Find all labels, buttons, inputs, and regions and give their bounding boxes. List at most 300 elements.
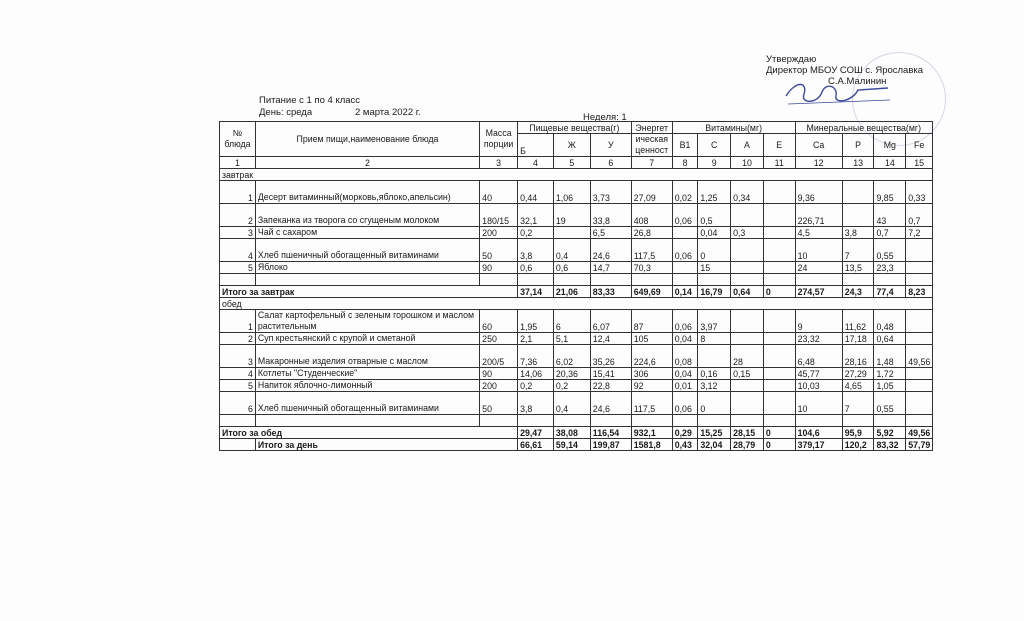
value-ca: 9,36 xyxy=(795,181,842,204)
row-number: 2 xyxy=(220,204,256,227)
value-c: 0,16 xyxy=(698,368,731,380)
dish-mass: 40 xyxy=(480,181,518,204)
blank-row xyxy=(220,415,933,427)
value-fe xyxy=(906,262,933,274)
total-b1: 0,14 xyxy=(672,286,698,298)
value-ca: 4,5 xyxy=(795,227,842,239)
value-u: 24,6 xyxy=(590,239,631,262)
dish-name: Хлеб пшеничный обогащенный витаминами xyxy=(255,239,479,262)
index-cell: 7 xyxy=(631,157,672,169)
value-b: 0,44 xyxy=(518,181,554,204)
value-b1: 0,06 xyxy=(672,310,698,333)
col-mass: Масса порции xyxy=(480,122,518,157)
value-e xyxy=(763,262,795,274)
blank-row xyxy=(220,274,933,286)
dish-mass: 50 xyxy=(480,392,518,415)
total-label: Итого за завтрак xyxy=(220,286,518,298)
value-zh: 0,4 xyxy=(553,239,590,262)
value-b: 32,1 xyxy=(518,204,554,227)
value-a: 0,15 xyxy=(731,368,764,380)
value-en: 408 xyxy=(631,204,672,227)
value-u: 35,26 xyxy=(590,345,631,368)
value-zh: 5,1 xyxy=(553,333,590,345)
index-cell: 4 xyxy=(518,157,554,169)
table-row xyxy=(220,204,933,227)
blank-cell xyxy=(553,415,590,427)
day-total-c: 32,04 xyxy=(698,439,731,451)
table-row xyxy=(220,333,933,345)
total-u: 83,33 xyxy=(590,286,631,298)
dish-mass: 90 xyxy=(480,262,518,274)
value-u: 24,6 xyxy=(590,392,631,415)
value-p xyxy=(842,204,874,227)
blank-cell xyxy=(731,415,764,427)
value-c: 3,97 xyxy=(698,310,731,333)
value-fe: 7,2 xyxy=(906,227,933,239)
total-fe: 8,23 xyxy=(906,286,933,298)
value-b1: 0,02 xyxy=(672,181,698,204)
value-u: 6,07 xyxy=(590,310,631,333)
total-mg: 5,92 xyxy=(874,427,906,439)
table-row xyxy=(220,310,933,333)
section-label: обед xyxy=(220,298,933,310)
total-fe: 49,56 xyxy=(906,427,933,439)
col-p: Р xyxy=(842,134,874,157)
value-zh: 19 xyxy=(553,204,590,227)
table-row xyxy=(220,227,933,239)
dish-name: Яблоко xyxy=(255,262,479,274)
total-b: 37,14 xyxy=(518,286,554,298)
table-row xyxy=(220,345,933,368)
value-a xyxy=(731,392,764,415)
table-header xyxy=(220,122,933,169)
table-body xyxy=(220,169,933,451)
value-b: 0,2 xyxy=(518,380,554,392)
value-zh: 0,6 xyxy=(553,262,590,274)
blank-cell xyxy=(590,274,631,286)
total-row xyxy=(220,427,933,439)
value-e xyxy=(763,239,795,262)
row-number: 2 xyxy=(220,333,256,345)
day-total-e: 0 xyxy=(763,439,795,451)
dish-name: Хлеб пшеничный обогащенный витаминами xyxy=(255,392,479,415)
value-c: 15 xyxy=(698,262,731,274)
blank-cell xyxy=(255,274,479,286)
value-zh xyxy=(553,227,590,239)
dish-mass: 200 xyxy=(480,227,518,239)
index-cell: 13 xyxy=(842,157,874,169)
total-en: 649,69 xyxy=(631,286,672,298)
value-zh: 20,36 xyxy=(553,368,590,380)
value-b1: 0,06 xyxy=(672,204,698,227)
value-en: 26,8 xyxy=(631,227,672,239)
day-total-mg: 83,32 xyxy=(874,439,906,451)
col-minerals: Минеральные вещества(мг) xyxy=(795,122,932,134)
blank-cell xyxy=(590,415,631,427)
row-number: 3 xyxy=(220,345,256,368)
blank-cell xyxy=(220,439,256,451)
value-c: 3,12 xyxy=(698,380,731,392)
value-c: 8 xyxy=(698,333,731,345)
value-zh: 6,02 xyxy=(553,345,590,368)
day-label: День: среда xyxy=(259,107,313,118)
value-zh: 0,2 xyxy=(553,380,590,392)
index-cell: 1 xyxy=(220,157,256,169)
value-e xyxy=(763,204,795,227)
value-ca: 6,48 xyxy=(795,345,842,368)
value-a: 28 xyxy=(731,345,764,368)
index-row xyxy=(220,157,933,169)
dish-mass: 200 xyxy=(480,380,518,392)
value-a xyxy=(731,380,764,392)
day-total-label: Итого за день xyxy=(255,439,517,451)
col-vitamins: Витамины(мг) xyxy=(672,122,795,134)
value-b1: 0,04 xyxy=(672,333,698,345)
value-ca: 23,32 xyxy=(795,333,842,345)
value-ca: 10 xyxy=(795,239,842,262)
value-mg: 23,3 xyxy=(874,262,906,274)
blank-cell xyxy=(672,415,698,427)
total-p: 95,9 xyxy=(842,427,874,439)
menu-title: Питание с 1 по 4 класс xyxy=(259,95,361,106)
value-mg: 1,48 xyxy=(874,345,906,368)
value-e xyxy=(763,368,795,380)
value-fe xyxy=(906,310,933,333)
day-total-b1: 0,43 xyxy=(672,439,698,451)
value-fe: 49,56 xyxy=(906,345,933,368)
index-cell: 10 xyxy=(731,157,764,169)
value-zh: 1,06 xyxy=(553,181,590,204)
value-u: 12,4 xyxy=(590,333,631,345)
total-ca: 104,6 xyxy=(795,427,842,439)
total-c: 15,25 xyxy=(698,427,731,439)
value-b: 1,95 xyxy=(518,310,554,333)
blank-cell xyxy=(874,274,906,286)
value-fe: 0,7 xyxy=(906,204,933,227)
total-en: 932,1 xyxy=(631,427,672,439)
row-number: 3 xyxy=(220,227,256,239)
value-en: 105 xyxy=(631,333,672,345)
dish-name: Салат картофельный с зеленым горошком и маслом растительным xyxy=(255,310,479,333)
date-label: 2 марта 2022 г. xyxy=(355,107,421,118)
value-b1 xyxy=(672,262,698,274)
value-c: 1,25 xyxy=(698,181,731,204)
row-number: 4 xyxy=(220,368,256,380)
col-b1: В1 xyxy=(672,134,698,157)
value-p: 17,18 xyxy=(842,333,874,345)
col-nutrients: Пищевые вещества(г) xyxy=(518,122,632,134)
index-cell: 11 xyxy=(763,157,795,169)
value-zh: 0,4 xyxy=(553,392,590,415)
value-a xyxy=(731,239,764,262)
blank-cell xyxy=(906,274,933,286)
blank-cell xyxy=(698,274,731,286)
index-cell: 2 xyxy=(255,157,479,169)
value-u: 3,73 xyxy=(590,181,631,204)
approval-line-2: Директор МБОУ СОШ с. Ярославка xyxy=(766,65,924,76)
value-a: 0,3 xyxy=(731,227,764,239)
day-total-u: 199,87 xyxy=(590,439,631,451)
value-fe xyxy=(906,392,933,415)
day-total-b: 66,61 xyxy=(518,439,554,451)
index-cell: 8 xyxy=(672,157,698,169)
value-b: 3,8 xyxy=(518,239,554,262)
value-mg: 9,85 xyxy=(874,181,906,204)
value-en: 306 xyxy=(631,368,672,380)
approval-line-3: С.А.Малинин xyxy=(828,76,887,87)
value-e xyxy=(763,345,795,368)
table-row xyxy=(220,368,933,380)
blank-cell xyxy=(553,274,590,286)
value-b1: 0,08 xyxy=(672,345,698,368)
col-e: Е xyxy=(763,134,795,157)
total-a: 28,15 xyxy=(731,427,764,439)
value-e xyxy=(763,333,795,345)
value-p: 4,65 xyxy=(842,380,874,392)
row-number: 5 xyxy=(220,262,256,274)
section-row xyxy=(220,298,933,310)
blank-cell xyxy=(518,415,554,427)
total-u: 116,54 xyxy=(590,427,631,439)
value-mg: 0,48 xyxy=(874,310,906,333)
total-e: 0 xyxy=(763,286,795,298)
day-total-en: 1581,8 xyxy=(631,439,672,451)
value-mg: 0,55 xyxy=(874,392,906,415)
blank-cell xyxy=(874,415,906,427)
value-fe xyxy=(906,368,933,380)
value-zh: 6 xyxy=(553,310,590,333)
value-c: 0 xyxy=(698,392,731,415)
col-name: Прием пищи,наименование блюда xyxy=(255,122,479,157)
table-row xyxy=(220,380,933,392)
value-b1: 0,06 xyxy=(672,392,698,415)
blank-cell xyxy=(255,415,479,427)
total-c: 16,79 xyxy=(698,286,731,298)
blank-cell xyxy=(906,415,933,427)
value-e xyxy=(763,227,795,239)
approval-line-1: Утверждаю xyxy=(766,54,817,65)
value-en: 92 xyxy=(631,380,672,392)
value-mg: 43 xyxy=(874,204,906,227)
dish-name: Чай с сахаром xyxy=(255,227,479,239)
table-row xyxy=(220,392,933,415)
value-ca: 45,77 xyxy=(795,368,842,380)
value-a: 0,34 xyxy=(731,181,764,204)
value-fe xyxy=(906,380,933,392)
value-a xyxy=(731,262,764,274)
total-label: Итого за обед xyxy=(220,427,518,439)
value-p: 27,29 xyxy=(842,368,874,380)
blank-cell xyxy=(220,415,256,427)
total-row xyxy=(220,286,933,298)
value-mg: 0,64 xyxy=(874,333,906,345)
day-total-zh: 59,14 xyxy=(553,439,590,451)
total-b: 29,47 xyxy=(518,427,554,439)
value-ca: 10,03 xyxy=(795,380,842,392)
row-number: 1 xyxy=(220,310,256,333)
value-b1 xyxy=(672,227,698,239)
value-b: 0,2 xyxy=(518,227,554,239)
value-a xyxy=(731,204,764,227)
value-ca: 9 xyxy=(795,310,842,333)
day-total-a: 28,79 xyxy=(731,439,764,451)
total-zh: 21,06 xyxy=(553,286,590,298)
value-e xyxy=(763,392,795,415)
value-e xyxy=(763,310,795,333)
day-total-ca: 379,17 xyxy=(795,439,842,451)
value-b: 0,6 xyxy=(518,262,554,274)
signature-mark xyxy=(778,74,898,114)
total-zh: 38,08 xyxy=(553,427,590,439)
row-number: 1 xyxy=(220,181,256,204)
week-label: Неделя: 1 xyxy=(583,112,627,123)
blank-cell xyxy=(480,415,518,427)
col-energy-bottom: ическая ценност xyxy=(631,134,672,157)
col-u: У xyxy=(590,134,631,157)
value-en: 117,5 xyxy=(631,392,672,415)
menu-table xyxy=(219,121,933,451)
value-u: 6,5 xyxy=(590,227,631,239)
blank-cell xyxy=(842,274,874,286)
value-b1: 0,06 xyxy=(672,239,698,262)
blank-cell xyxy=(698,415,731,427)
dish-name: Напиток яблочно-лимонный xyxy=(255,380,479,392)
value-p: 13,5 xyxy=(842,262,874,274)
index-cell: 6 xyxy=(590,157,631,169)
blank-cell xyxy=(220,274,256,286)
dish-mass: 90 xyxy=(480,368,518,380)
total-b1: 0,29 xyxy=(672,427,698,439)
value-ca: 226,71 xyxy=(795,204,842,227)
blank-cell xyxy=(631,415,672,427)
value-b: 3,8 xyxy=(518,392,554,415)
value-mg: 0,7 xyxy=(874,227,906,239)
blank-cell xyxy=(795,415,842,427)
value-p: 28,16 xyxy=(842,345,874,368)
dish-mass: 180/15 xyxy=(480,204,518,227)
blank-cell xyxy=(631,274,672,286)
value-fe: 0,33 xyxy=(906,181,933,204)
table-row xyxy=(220,239,933,262)
value-b: 2,1 xyxy=(518,333,554,345)
value-fe xyxy=(906,239,933,262)
blank-cell xyxy=(480,274,518,286)
blank-cell xyxy=(763,415,795,427)
blank-cell xyxy=(842,415,874,427)
blank-cell xyxy=(672,274,698,286)
row-number: 5 xyxy=(220,380,256,392)
index-cell: 5 xyxy=(553,157,590,169)
index-cell: 15 xyxy=(906,157,933,169)
col-zh: Ж xyxy=(553,134,590,157)
value-u: 15,41 xyxy=(590,368,631,380)
value-c: 0 xyxy=(698,239,731,262)
value-c xyxy=(698,345,731,368)
col-num: № блюда xyxy=(220,122,256,157)
value-b1: 0,01 xyxy=(672,380,698,392)
col-a: А xyxy=(731,134,764,157)
blank-cell xyxy=(763,274,795,286)
index-cell: 3 xyxy=(480,157,518,169)
col-c: С xyxy=(698,134,731,157)
value-p xyxy=(842,181,874,204)
index-cell: 12 xyxy=(795,157,842,169)
dish-mass: 60 xyxy=(480,310,518,333)
value-e xyxy=(763,181,795,204)
value-a xyxy=(731,310,764,333)
dish-name: Десерт витаминный(морковь,яблоко,апельсин) xyxy=(255,181,479,204)
value-c: 0,04 xyxy=(698,227,731,239)
col-b: Б xyxy=(518,134,554,157)
col-energy-top: Энергет xyxy=(631,122,672,134)
dish-name: Котлеты "Студенческие" xyxy=(255,368,479,380)
value-u: 22,8 xyxy=(590,380,631,392)
value-p: 7 xyxy=(842,392,874,415)
value-b: 14,06 xyxy=(518,368,554,380)
day-total-fe: 57,79 xyxy=(906,439,933,451)
dish-mass: 50 xyxy=(480,239,518,262)
section-row xyxy=(220,169,933,181)
index-cell: 14 xyxy=(874,157,906,169)
value-b1: 0,04 xyxy=(672,368,698,380)
table-row xyxy=(220,262,933,274)
value-a xyxy=(731,333,764,345)
value-en: 70,3 xyxy=(631,262,672,274)
total-p: 24,3 xyxy=(842,286,874,298)
dish-name: Суп крестьянский с крупой и сметаной xyxy=(255,333,479,345)
value-en: 224,6 xyxy=(631,345,672,368)
value-ca: 24 xyxy=(795,262,842,274)
dish-mass: 250 xyxy=(480,333,518,345)
value-en: 87 xyxy=(631,310,672,333)
value-p: 3,8 xyxy=(842,227,874,239)
table-row xyxy=(220,181,933,204)
value-c: 0,5 xyxy=(698,204,731,227)
section-label: завтрак xyxy=(220,169,933,181)
blank-cell xyxy=(731,274,764,286)
day-total-p: 120,2 xyxy=(842,439,874,451)
value-ca: 10 xyxy=(795,392,842,415)
value-fe xyxy=(906,333,933,345)
value-p: 7 xyxy=(842,239,874,262)
value-u: 33,8 xyxy=(590,204,631,227)
value-e xyxy=(763,380,795,392)
row-number: 4 xyxy=(220,239,256,262)
value-en: 27,09 xyxy=(631,181,672,204)
total-ca: 274,57 xyxy=(795,286,842,298)
col-mg: Mg xyxy=(874,134,906,157)
value-p: 11,62 xyxy=(842,310,874,333)
total-e: 0 xyxy=(763,427,795,439)
value-b: 7,36 xyxy=(518,345,554,368)
value-mg: 1,05 xyxy=(874,380,906,392)
dish-name: Макаронные изделия отварные с маслом xyxy=(255,345,479,368)
day-total-row xyxy=(220,439,933,451)
value-mg: 1,72 xyxy=(874,368,906,380)
dish-name: Запеканка из творога со сгущеным молоком xyxy=(255,204,479,227)
row-number: 6 xyxy=(220,392,256,415)
value-en: 117,5 xyxy=(631,239,672,262)
dish-mass: 200/5 xyxy=(480,345,518,368)
value-mg: 0,55 xyxy=(874,239,906,262)
index-cell: 9 xyxy=(698,157,731,169)
blank-cell xyxy=(795,274,842,286)
col-ca: Са xyxy=(795,134,842,157)
total-mg: 77,4 xyxy=(874,286,906,298)
value-u: 14,7 xyxy=(590,262,631,274)
blank-cell xyxy=(518,274,554,286)
total-a: 0,64 xyxy=(731,286,764,298)
